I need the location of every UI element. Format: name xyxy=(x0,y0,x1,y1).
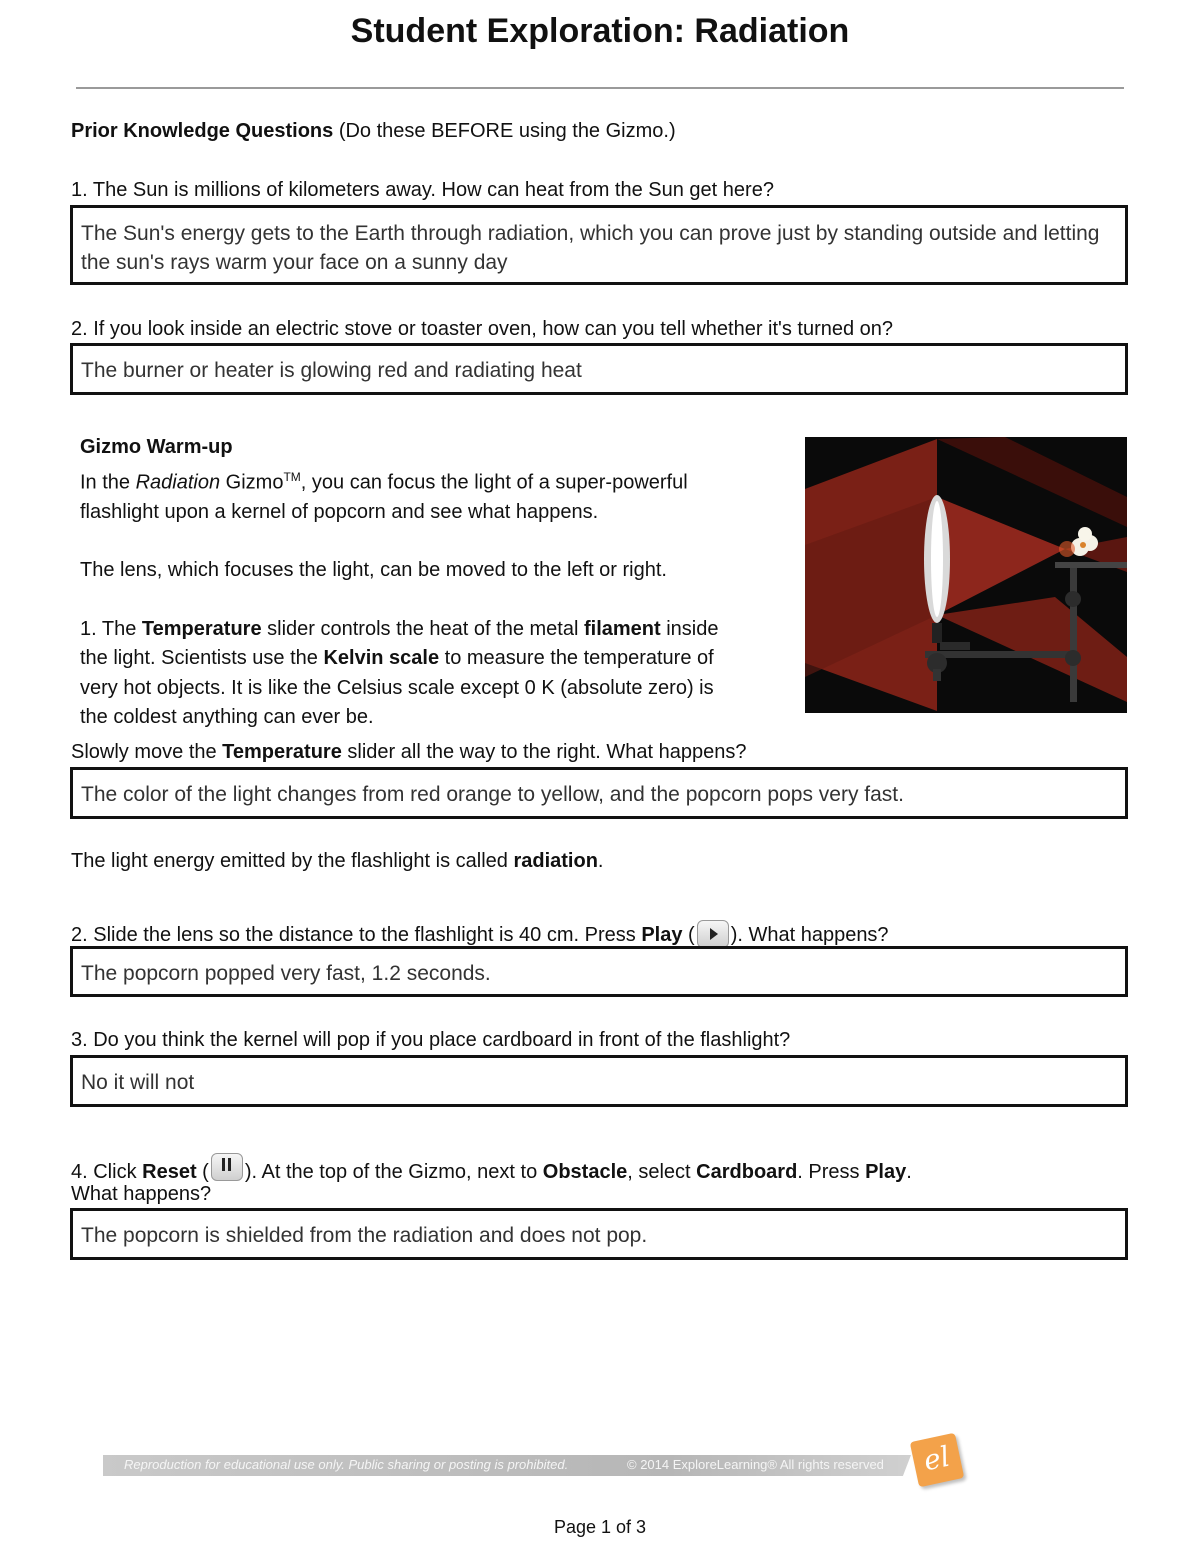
warmup-question-1: Slowly move the Temperature slider all the way to the right. What happens? xyxy=(71,741,747,763)
warmup-intro: In the Radiation Gizmo™, you can focus the light of a super-powerful flashlight upon a kernel of popcorn and see what happens. xyxy=(80,469,688,523)
warmup-question-4: 4. Click Reset ( ). At the top of the Gizmo, next to Obstacle, select Cardboard. Press Play. xyxy=(71,1153,912,1184)
page-title: Student Exploration: Radiation xyxy=(350,12,850,50)
footer-copyright: © 2014 ExploreLearning® All rights reserved xyxy=(627,1457,884,1472)
radiation-definition: The light energy emitted by the flashlight is called radiation. xyxy=(71,850,604,872)
answer-box-1[interactable]: The Sun's energy gets to the Earth through radiation, which you can prove just by standing outside and letting the sun's rays warm your face on a sunny day xyxy=(70,205,1128,285)
answer-box-warmup-2[interactable]: The popcorn popped very fast, 1.2 seconds. xyxy=(70,946,1128,997)
answer-box-warmup-4[interactable]: The popcorn is shielded from the radiation and does not pop. xyxy=(70,1208,1128,1260)
gizmo-warmup-section xyxy=(80,433,780,733)
question-1: 1. The Sun is millions of kilometers away. How can heat from the Sun get here? xyxy=(71,179,774,201)
footer-notice: Reproduction for educational use only. Public sharing or posting is prohibited. xyxy=(124,1457,569,1472)
answer-box-warmup-3[interactable]: No it will not xyxy=(70,1055,1128,1107)
prior-note: (Do these BEFORE using the Gizmo.) xyxy=(338,120,676,142)
explorelearning-logo: el xyxy=(910,1433,965,1488)
play-icon xyxy=(697,920,729,948)
warmup-question-4-line2: What happens? xyxy=(71,1183,212,1205)
gizmo-radiation-image xyxy=(805,437,1127,713)
question-2: 2. If you look inside an electric stove or toaster oven, how can you tell whether it's turned on? xyxy=(71,318,894,340)
reset-icon xyxy=(211,1153,243,1181)
answer-box-2[interactable]: The burner or heater is glowing red and radiating heat xyxy=(70,343,1128,395)
warmup-question-2: 2. Slide the lens so the distance to the flashlight is 40 cm. Press Play ( ). What happens? xyxy=(71,920,889,948)
prior-heading-bold: Prior Knowledge Questions xyxy=(71,120,334,142)
answer-box-warmup-1[interactable]: The color of the light changes from red orange to yellow, and the popcorn pops very fast. xyxy=(70,767,1128,819)
title-rule xyxy=(76,87,1124,89)
page-number: Page 1 of 3 xyxy=(553,1517,647,1537)
prior-knowledge-heading xyxy=(71,120,676,143)
warmup-heading: Gizmo Warm-up xyxy=(80,436,233,458)
warmup-question-3: 3. Do you think the kernel will pop if you place cardboard in front of the flashlight? xyxy=(71,1029,791,1051)
warmup-lens-text: The lens, which focuses the light, can be moved to the left or right. xyxy=(80,559,667,582)
warmup-step-1: 1. The Temperature slider controls the heat of the metal filament inside the light. Scientists use the Kelvin scale to measure the temperature of very hot objects. It is like the Celsius scale except 0 K (absolute zero) is the coldest anything can ever be. xyxy=(80,617,719,729)
